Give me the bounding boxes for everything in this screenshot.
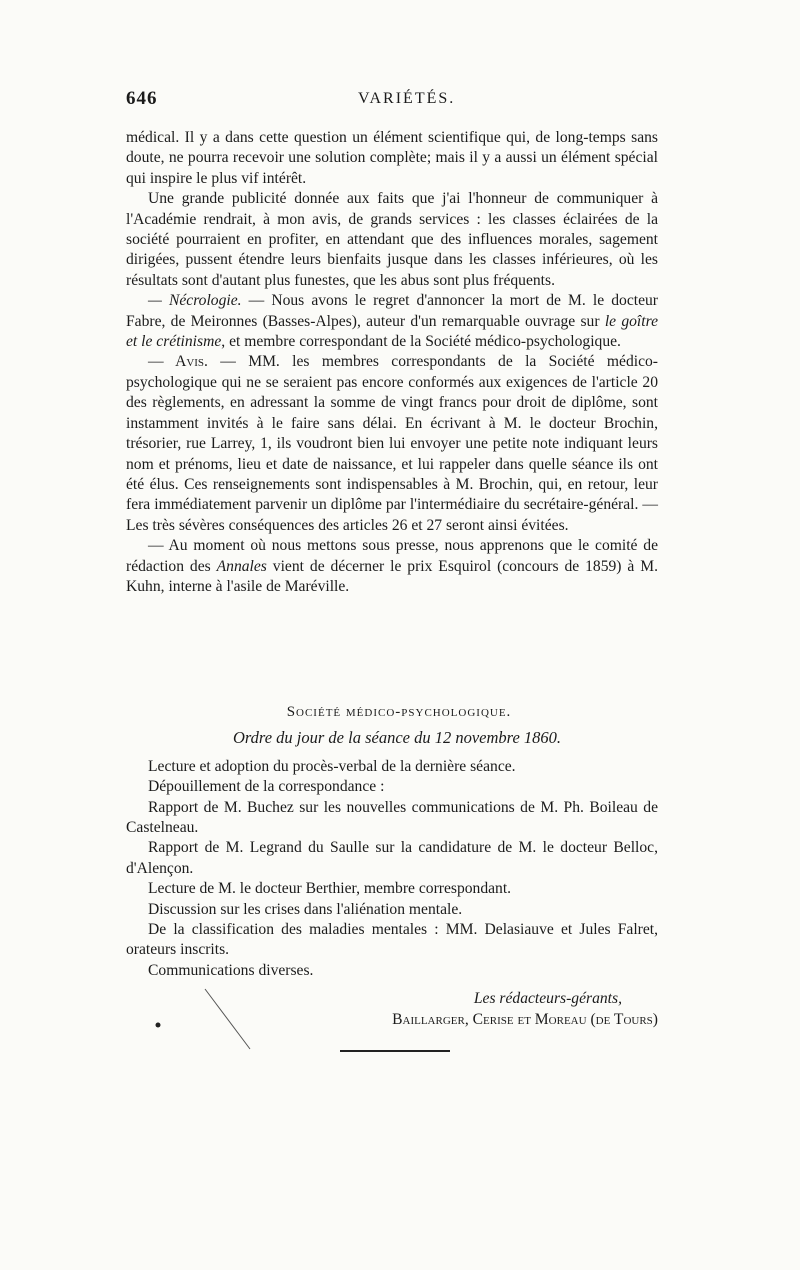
ink-stroke-mark: [150, 985, 260, 1055]
necrologie-label: — Nécrologie.: [148, 292, 242, 310]
page-number: 646: [126, 88, 158, 109]
avis-text: — MM. les membres correspondants de la Société médico-psychologique qui ne se seraient pas encore conformés aux exigences de l'article 20 des règlements, en adressant la somme de vingt francs pour droit de diplôme, sont instamment invités à le faire sans délai. En écrivant à M. le docteur Brochin, trésorier, rue Larrey, 1, ils voudront bien lui envoyer une petite note indiquant leurs nom et prénoms, lieu et date de naissance, et lui rappeler dans quelle séance ils ont été élus. Ces renseignements sont indispensables à M. Brochin, qui, en retour, leur fera immédiatement parvenir un diplôme par l'intermédiaire du secrétaire-général. — Les très sévères conséquences des articles 26 et 27 seront ainsi évitées.: [126, 353, 658, 534]
signature-names: Baillarger, Cerise et Moreau (de Tours): [392, 1010, 658, 1028]
necrologie-text-2: , et membre correspondant de la Société médico-psychologique.: [221, 333, 621, 351]
end-rule: [340, 1050, 450, 1052]
agenda-item: Lecture et adoption du procès-verbal de la dernière séance.: [148, 757, 516, 775]
agenda-list: [126, 757, 658, 981]
paragraph-avis: [126, 352, 658, 536]
prix-text-2: vient de décerner le prix Esquirol (concours de 1859) à M. Kuhn, interne à l'asile de Maréville.: [126, 557, 658, 595]
page-header: [126, 88, 656, 118]
signature-label: Les rédacteurs-gérants,: [473, 990, 622, 1008]
section-subtitle: Ordre du jour de la séance du 12 novembre 1860.: [232, 728, 562, 748]
agenda-item: Lecture de M. le docteur Berthier, membre correspondant.: [148, 880, 512, 898]
agenda-item: Rapport de M. Buchez sur les nouvelles communications de M. Ph. Boileau de Castelneau.: [126, 798, 658, 837]
prix-text-1: — Au moment où nous mettons sous presse, nous apprenons que le comité de rédaction des: [126, 537, 658, 575]
agenda-item: Dépouillement de la correspondance :: [148, 778, 385, 796]
necrologie-book-title: le goître et le crétinisme: [126, 312, 658, 351]
section-title: Société médico-psychologique.: [286, 704, 512, 720]
agenda-item: Discussion sur les crises dans l'aliénation mentale.: [148, 900, 463, 918]
article-body: [126, 128, 658, 597]
paragraph-continuation: médical. Il y a dans cette question un élément scientifique qui, de long-temps sans doute, ne pourra recevoir une solution complète; mais il y a aussi un élément spécial qui inspire le plus vif intérêt.: [126, 129, 658, 187]
agenda-item: De la classification des maladies mentales : MM. Delasiauve et Jules Falret, orateurs inscrits.: [126, 921, 658, 959]
avis-label: — Avis.: [148, 353, 208, 371]
prix-journal: Annales: [216, 557, 267, 575]
necrologie-text-1: — Nous avons le regret d'annoncer la mort de M. le docteur Fabre, de Meironnes (Basses-Alpes), auteur d'un remarquable ouvrage sur: [126, 292, 658, 330]
running-head: VARIÉTÉS.: [358, 90, 456, 107]
agenda-item: Rapport de M. Legrand du Saulle sur la candidature de M. le docteur Belloc, d'Alençon.: [126, 839, 658, 877]
paragraph-prix: [126, 536, 658, 597]
agenda-item: Communications diverses.: [148, 961, 314, 979]
society-agenda-section: [126, 702, 658, 1030]
paragraph-publicity: Une grande publicité donnée aux faits que j'ai l'honneur de communiquer à l'Académie rendrait, à mon avis, de grands services : les classes éclairées de la société pourraient en profiter, en attendant que des influences morales, sagement dirigées, pussent étendre leurs bienfaits jusque dans les classes inférieures, où les résultats sont d'autant plus funestes, que les abus sont plus fréquents.: [126, 190, 658, 289]
paragraph-necrologie: [126, 291, 658, 352]
